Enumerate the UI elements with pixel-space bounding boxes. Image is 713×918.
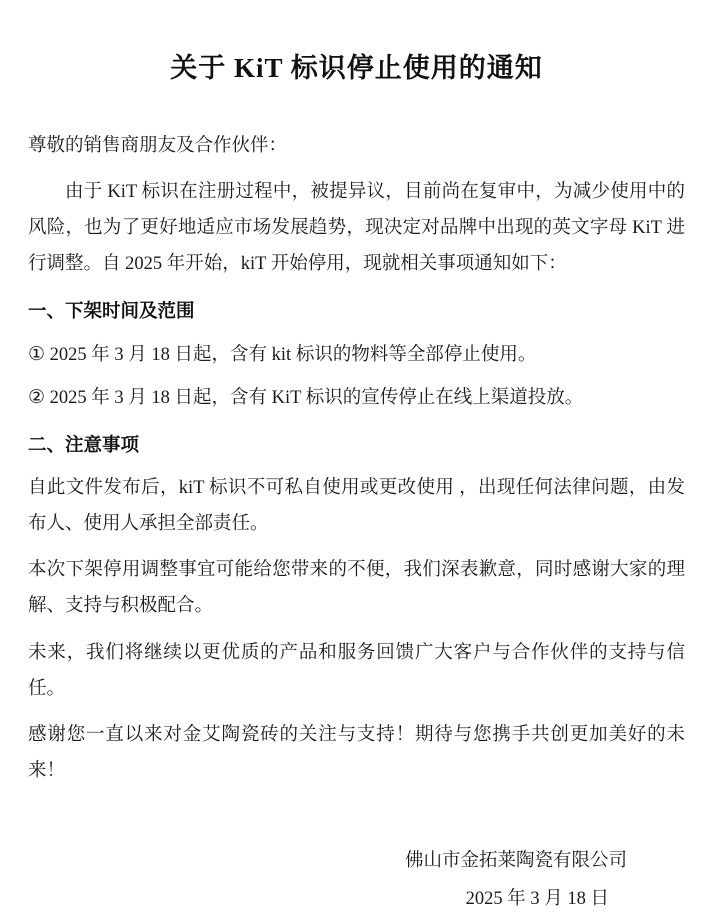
signature-company: 佛山市金拓莱陶瓷有限公司 [404,850,627,871]
notice-paragraph-3: 未来，我们将继续以更优质的产品和服务回馈广大客户与合作伙伴的支持与信任。 [28,642,685,699]
list-marker: ② [28,387,46,409]
list-marker: ① [28,344,46,366]
page-title: 关于 KiT 标识停止使用的通知 [170,53,543,83]
signature-block [28,841,685,918]
section-heading-2: 二、注意事项 [28,436,140,457]
list-item [28,379,685,416]
list-item-text: 2025 年 3 月 18 日起，含有 kit 标识的物料等全部停止使用。 [49,345,537,366]
intro-paragraph: 由于 KiT 标识在注册过程中，被提异议，目前尚在复审中，为减少使用中的风险，也为了更好地适应市场发展趋势，现决定对品牌中出现的英文字母 KiT 进行调整。自 2025 年开始，kiT 开始停用，现就相关事项通知如下： [28,181,685,274]
notice-paragraph-1: 自此文件发布后，kiT 标识不可私自使用或更改使用 ，出现任何法律问题，由发布人、使用人承担全部责任。 [28,478,685,535]
salutation: 尊敬的销售商朋友及合作伙伴： [28,135,288,156]
notice-paragraph-2: 本次下架停用调整事宜可能给您带来的不便，我们深表歉意，同时感谢大家的理解、支持与积极配合。 [28,560,685,617]
list-item-text: 2025 年 3 月 18 日起，含有 KiT 标识的宣传停止在线上渠道投放。 [49,388,584,409]
list-item [28,336,685,373]
document-body [28,128,685,789]
notice-paragraph-4: 感谢您一直以来对金艾陶瓷砖的关注与支持！期待与您携手共创更加美好的未来！ [28,724,685,781]
section-heading-1: 一、下架时间及范围 [28,302,195,323]
signature-date: 2025 年 3 月 18 日 [465,889,609,910]
